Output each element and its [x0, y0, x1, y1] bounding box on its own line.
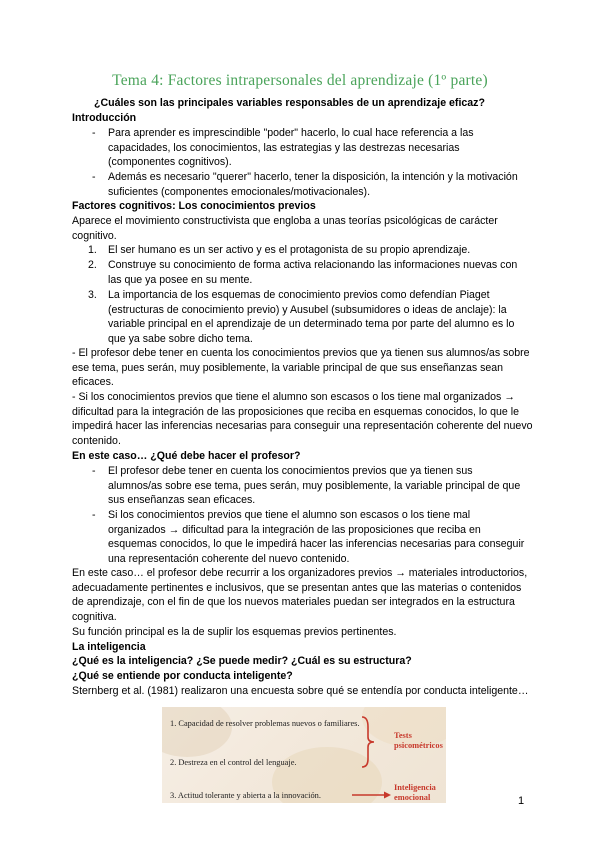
main-question: ¿Cuáles son las principales variables responsables de un aprendizaje eficaz?	[94, 97, 485, 109]
figure-item-2: 2. Destreza en el control del lenguaje.	[170, 758, 297, 767]
cognitive-heading: Factores cognitivos: Los conocimientos previos	[72, 200, 316, 212]
list-number: 3.	[88, 289, 97, 301]
bullet-dash: -	[92, 127, 96, 139]
figure-label-psychometric: Tests psicométricos	[394, 731, 443, 751]
paragraph-scarce-knowledge: - Si los conocimientos previos que tiene el alumno son escasos o los tiene mal organizados → dificultad para la integración de las proposiciones que reciba en esquemas conocidos, lo que le impedirá hacer las inferencias necesarias para conseguir una representación coherente del nuevo contenido.	[72, 391, 533, 447]
figure-item-3: 3. Actitud tolerante y abierta a la innovación.	[170, 791, 321, 800]
cognitive-item-1: El ser humano es un ser activo y es el protagonista de su propio aprendizaje.	[108, 244, 471, 256]
paragraph-function: Su función principal es la de suplir los esquemas previos pertinentes.	[72, 626, 397, 638]
cognitive-item-2: Construye su conocimiento de forma activa relacionando las informaciones nuevas con las que ya posee en su mente.	[108, 259, 518, 286]
case-heading: En este caso… ¿Qué debe hacer el profesor?	[72, 450, 301, 462]
list-number: 1.	[88, 244, 97, 256]
case-bullet-2: Si los conocimientos previos que tiene el alumno son escasos o los tiene mal organizados → dificultad para la integración de las proposiciones que reciba en esquemas conocidos, lo que le impedirá hacer las inferencias necesarias para conseguir una representación coherente del nuevo contenido.	[108, 509, 525, 565]
bullet-dash: -	[92, 171, 96, 183]
intelligence-heading: La inteligencia	[72, 641, 146, 653]
intelligence-figure	[162, 707, 446, 803]
arrow-right-icon	[384, 792, 391, 799]
figure-item-1: 1. Capacidad de resolver problemas nuevos o familiares.	[170, 719, 360, 728]
intro-bullet-1: Para aprender es imprescindible "poder" hacerlo, lo cual hace referencia a las capacidades, los conocimientos, las estrategias y las destrezas necesarias (componentes cognitivos).	[108, 127, 474, 169]
cognitive-item-3: La importancia de los esquemas de conocimiento previos como defendían Piaget (estructuras de conocimiento previo) y Ausubel (subsumidores o ideas de anclaje): la variable principal en el aprendizaje de un determinado tema por parte del alumno es lo que ya sabe sobre dicho tema.	[108, 289, 515, 345]
curly-brace-icon	[362, 717, 374, 767]
intelligence-question-1: ¿Qué es la inteligencia? ¿Se puede medir? ¿Cuál es su estructura?	[72, 655, 412, 667]
bullet-dash: -	[92, 465, 96, 477]
document-title: Tema 4: Factores intrapersonales del aprendizaje (1º parte)	[112, 72, 488, 89]
page-number: 1	[518, 795, 525, 807]
intro-heading: Introducción	[72, 112, 137, 124]
paragraph-sternberg: Sternberg et al. (1981) realizaron una encuesta sobre qué se entendía por conducta inteligente…	[72, 685, 529, 697]
paragraph-organizers: En este caso… el profesor debe recurrir a los organizadores previos → materiales introductorios, adecuadamente pertinentes e inclusivos, que se presentan antes que las materias o contenidos de aprendizaje, con el fin de que los nuevos materiales puedan ser integrados en la estructura cognitiva.	[72, 567, 528, 623]
intelligence-question-2: ¿Qué se entiende por conducta inteligente?	[72, 670, 293, 682]
figure-label-emotional: Inteligencia emocional	[394, 783, 436, 803]
intro-bullet-2: Además es necesario "querer" hacerlo, tener la disposición, la intención y la motivación suficientes (componentes emocionales/motivacionales).	[108, 171, 518, 198]
case-bullet-1: El profesor debe tener en cuenta los conocimientos previos que ya tienen sus alumnos/as sobre ese tema, pues serán, muy posiblemente, la variable principal de que sus enseñanzas sean eficaces.	[108, 465, 521, 507]
paragraph-teacher: - El profesor debe tener en cuenta los conocimientos previos que ya tienen sus alumnos/as sobre ese tema, pues serán, muy posiblemente, la variable principal de que sus enseñanzas sean eficaces.	[72, 347, 530, 389]
cognitive-intro: Aparece el movimiento constructivista que engloba a unas teorías psicológicas de carácter cognitivo.	[72, 215, 498, 242]
list-number: 2.	[88, 259, 97, 271]
bullet-dash: -	[92, 509, 96, 521]
